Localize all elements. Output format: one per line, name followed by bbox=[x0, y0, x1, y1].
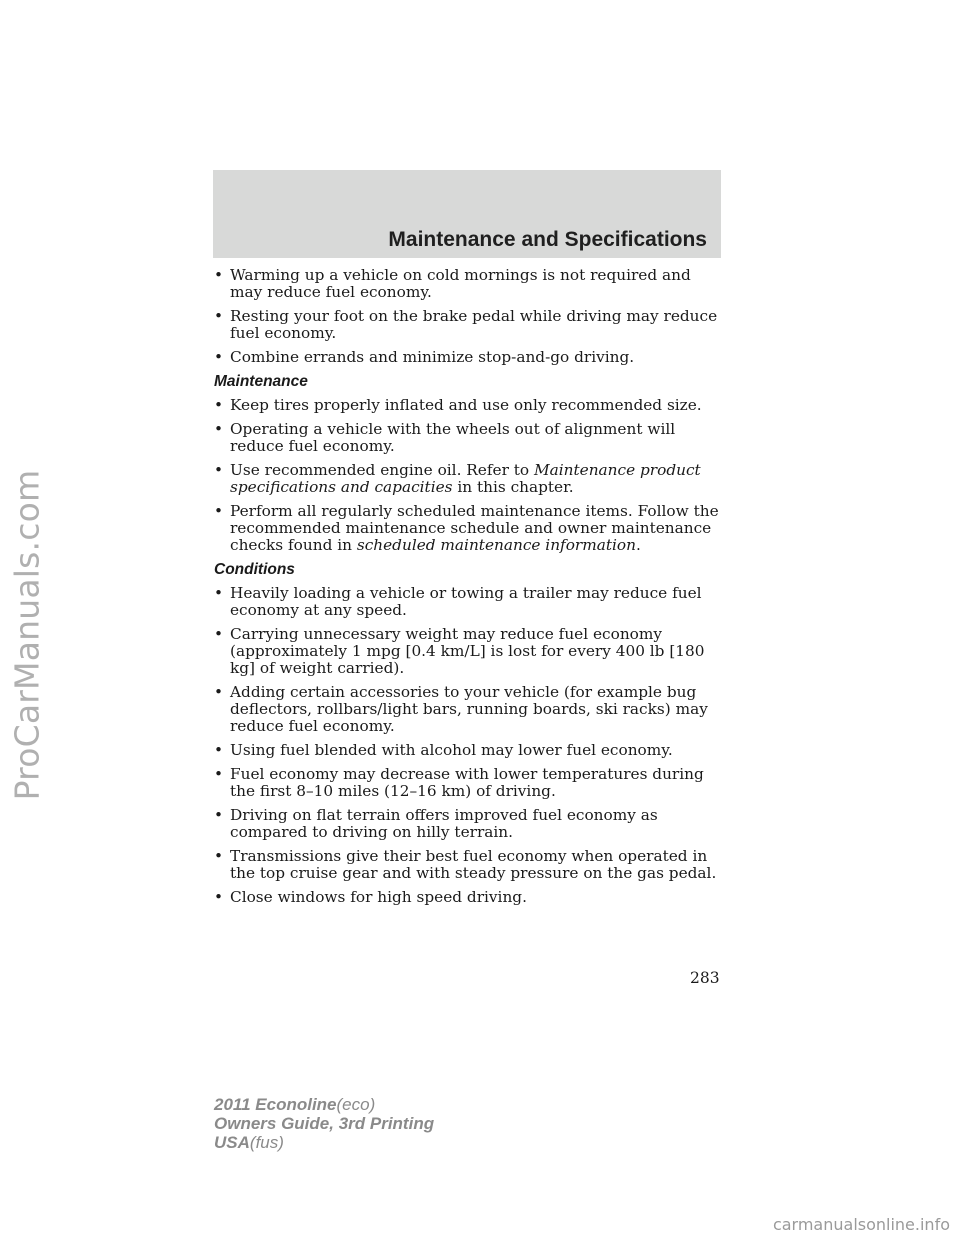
list-item-text: Carrying unnecessary weight may reduce fuel economy (approximately 1 mpg [0.4 km/L] is lost for every 400 lb [180 kg] of weight carried). bbox=[230, 625, 705, 677]
bullet-icon: • bbox=[214, 502, 224, 520]
list-item bbox=[214, 807, 724, 841]
list-item bbox=[214, 742, 724, 759]
page-content bbox=[214, 267, 724, 913]
bullet-icon: • bbox=[214, 625, 224, 643]
cross-reference: scheduled maintenance information bbox=[356, 536, 636, 554]
list-item bbox=[214, 889, 724, 906]
section-title: Maintenance and Specifications bbox=[388, 228, 707, 251]
list-item-text: Warming up a vehicle on cold mornings is not required and may reduce fuel economy. bbox=[230, 266, 691, 301]
list-item bbox=[214, 397, 724, 414]
list-item bbox=[214, 848, 724, 882]
footer-guide: Owners Guide, 3rd Printing bbox=[214, 1114, 435, 1133]
list-item-text: Heavily loading a vehicle or towing a trailer may reduce fuel economy at any speed. bbox=[230, 584, 702, 619]
list-item bbox=[214, 462, 724, 496]
bullet-icon: • bbox=[214, 847, 224, 865]
list-item-text: Operating a vehicle with the wheels out of alignment will reduce fuel economy. bbox=[230, 420, 676, 455]
bullet-icon: • bbox=[214, 266, 224, 284]
footer-model: 2011 Econoline bbox=[214, 1095, 337, 1114]
bullet-icon: • bbox=[214, 888, 224, 906]
site-watermark: carmanualsonline.info bbox=[772, 1215, 950, 1234]
footer-line-model bbox=[214, 1095, 434, 1114]
watermark-text: ProCarManuals.com bbox=[7, 469, 47, 801]
list-item-text: Combine errands and minimize stop-and-go driving. bbox=[230, 348, 635, 366]
footer-line-guide bbox=[214, 1114, 434, 1133]
footer-line-region bbox=[214, 1133, 434, 1152]
bullet-icon: • bbox=[214, 765, 224, 783]
watermark bbox=[2, 285, 52, 985]
list-item-text: Keep tires properly inflated and use only recommended size. bbox=[230, 396, 702, 414]
list-item-text: Transmissions give their best fuel economy when operated in the top cruise gear and with steady pressure on the gas pedal. bbox=[230, 847, 717, 882]
list-item-text: in this chapter. bbox=[452, 478, 574, 496]
section-header bbox=[213, 170, 721, 258]
list-item bbox=[214, 626, 724, 677]
list-item-text: Resting your foot on the brake pedal while driving may reduce fuel economy. bbox=[230, 307, 718, 342]
bullet-icon: • bbox=[214, 584, 224, 602]
list-item bbox=[214, 267, 724, 301]
list-item-text: Fuel economy may decrease with lower temperatures during the first 8–10 miles (12–16 km) of driving. bbox=[230, 765, 704, 800]
footer-model-code: (eco) bbox=[336, 1095, 376, 1114]
list-item-text: Perform all regularly scheduled maintenance items. Follow the recommended maintenance schedule and owner maintenance checks found in bbox=[230, 502, 719, 554]
bullet-icon: • bbox=[214, 461, 224, 479]
list-item bbox=[214, 421, 724, 455]
footer-region-code: (fus) bbox=[249, 1133, 284, 1152]
maintenance-heading: Maintenance bbox=[214, 373, 308, 390]
bullet-icon: • bbox=[214, 741, 224, 759]
list-item bbox=[214, 585, 724, 619]
bullet-icon: • bbox=[214, 420, 224, 438]
footer-region: USA bbox=[214, 1133, 250, 1152]
bullet-icon: • bbox=[214, 348, 224, 366]
list-item bbox=[214, 684, 724, 735]
bullet-icon: • bbox=[214, 396, 224, 414]
cross-reference: Maintenance product specifications and capacities bbox=[230, 461, 701, 496]
list-item bbox=[214, 308, 724, 342]
list-item-text: Close windows for high speed driving. bbox=[230, 888, 527, 906]
list-item-text: Driving on flat terrain offers improved fuel economy as compared to driving on hilly terrain. bbox=[230, 806, 658, 841]
list-item bbox=[214, 766, 724, 800]
bullet-icon: • bbox=[214, 806, 224, 824]
list-item bbox=[214, 349, 724, 366]
list-item-text: Using fuel blended with alcohol may lower fuel economy. bbox=[230, 741, 673, 759]
conditions-heading: Conditions bbox=[214, 561, 295, 578]
list-item-text: Adding certain accessories to your vehicle (for example bug deflectors, rollbars/light bars, running boards, ski racks) may reduce fuel economy. bbox=[230, 683, 708, 735]
list-item bbox=[214, 503, 724, 554]
list-item-text: Use recommended engine oil. Refer to bbox=[230, 461, 534, 479]
list-item-text: . bbox=[635, 536, 641, 554]
bullet-icon: • bbox=[214, 683, 224, 701]
bullet-icon: • bbox=[214, 307, 224, 325]
footer bbox=[214, 1095, 434, 1152]
page-number: 283 bbox=[690, 969, 720, 987]
